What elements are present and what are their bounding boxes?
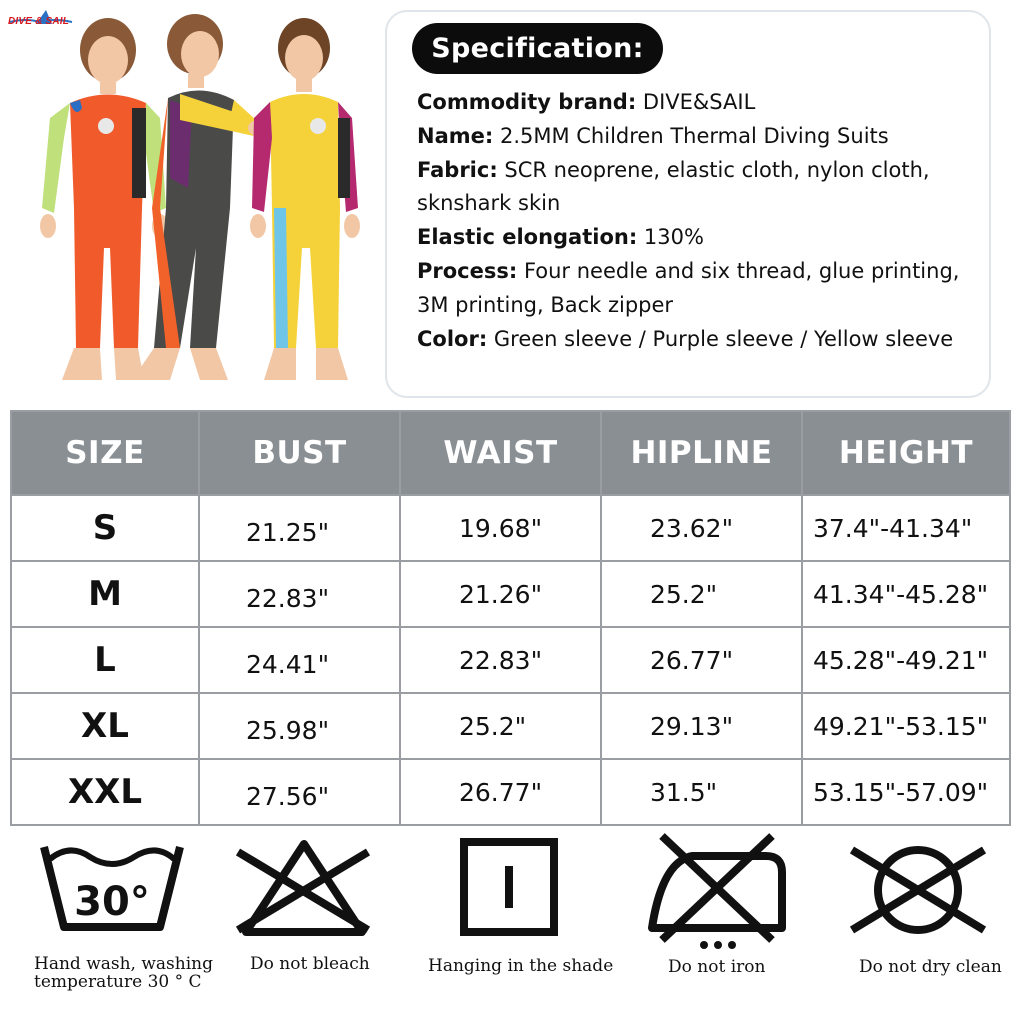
size-cell: S	[11, 495, 199, 561]
hang-dry-shade-icon	[460, 838, 560, 938]
do-not-dry-clean-icon	[848, 840, 988, 940]
height-cell: 41.34"-45.28"	[802, 561, 1010, 627]
bust-cell: 25.98"	[199, 693, 400, 759]
height-cell: 53.15"-57.09"	[802, 759, 1010, 825]
size-cell: XL	[11, 693, 199, 759]
waist-cell: 22.83"	[400, 627, 601, 693]
size-cell: L	[11, 627, 199, 693]
height-cell: 49.21"-53.15"	[802, 693, 1010, 759]
size-chart-table	[10, 410, 1011, 826]
bust-cell: 24.41"	[199, 627, 400, 693]
bust-cell: 27.56"	[199, 759, 400, 825]
brand-logo-text: DIVE & SAIL	[8, 16, 70, 27]
table-row	[11, 561, 1010, 627]
product-photo	[20, 8, 370, 388]
svg-text:30°: 30°	[74, 879, 150, 925]
kid-green-sleeve-suit	[40, 18, 168, 380]
spec-line-fabric-cont: sknshark skin	[417, 191, 561, 216]
do-not-iron-icon	[642, 832, 792, 952]
do-not-dry-clean-label: Do not dry clean	[859, 957, 1002, 977]
hipline-cell: 23.62"	[601, 495, 802, 561]
spec-line-process-cont: 3M printing, Back zipper	[417, 292, 674, 317]
hipline-cell: 26.77"	[601, 627, 802, 693]
spec-line-brand: Commodity brand: DIVE&SAIL	[417, 90, 756, 114]
do-not-bleach-icon	[234, 838, 374, 938]
hand-wash-label: Hand wash, washing temperature 30 ° C	[34, 954, 213, 992]
hipline-cell: 29.13"	[601, 693, 802, 759]
table-row	[11, 627, 1010, 693]
spec-line-color: Color: Green sleeve / Purple sleeve / Yellow sleeve	[417, 326, 954, 351]
size-cell: XXL	[11, 759, 199, 825]
waist-cell: 26.77"	[400, 759, 601, 825]
table-row	[11, 759, 1010, 825]
waist-cell: 19.68"	[400, 495, 601, 561]
bust-cell: 22.83"	[199, 561, 400, 627]
spec-line-process: Process: Four needle and six thread, glue printing,	[417, 258, 960, 283]
do-not-iron-label: Do not iron	[668, 957, 766, 977]
spec-line-fabric: Fabric: SCR neoprene, elastic cloth, nylon cloth,	[417, 157, 930, 182]
table-row	[11, 693, 1010, 759]
size-cell: M	[11, 561, 199, 627]
bust-cell: 21.25"	[199, 495, 400, 561]
hang-dry-label: Hanging in the shade	[428, 956, 614, 976]
height-cell: 37.4"-41.34"	[802, 495, 1010, 561]
header-waist: WAIST	[400, 411, 601, 495]
spec-line-elongation: Elastic elongation: 130%	[417, 225, 704, 250]
waist-cell: 21.26"	[400, 561, 601, 627]
header-size: SIZE	[11, 411, 199, 495]
hipline-cell: 25.2"	[601, 561, 802, 627]
kid-yellow-sleeve-suit	[250, 18, 360, 380]
table-row	[11, 495, 1010, 561]
spec-line-name: Name: 2.5MM Children Thermal Diving Suits	[417, 123, 889, 148]
header-bust: BUST	[199, 411, 400, 495]
size-table-header-row	[11, 411, 1010, 495]
waist-cell: 25.2"	[400, 693, 601, 759]
specification-heading: Specification:	[412, 23, 663, 74]
height-cell: 45.28"-49.21"	[802, 627, 1010, 693]
header-hipline: HIPLINE	[601, 411, 802, 495]
header-height: HEIGHT	[802, 411, 1010, 495]
hand-wash-30-icon	[40, 835, 184, 935]
hipline-cell: 31.5"	[601, 759, 802, 825]
do-not-bleach-label: Do not bleach	[250, 954, 370, 974]
specification-list	[417, 86, 987, 356]
